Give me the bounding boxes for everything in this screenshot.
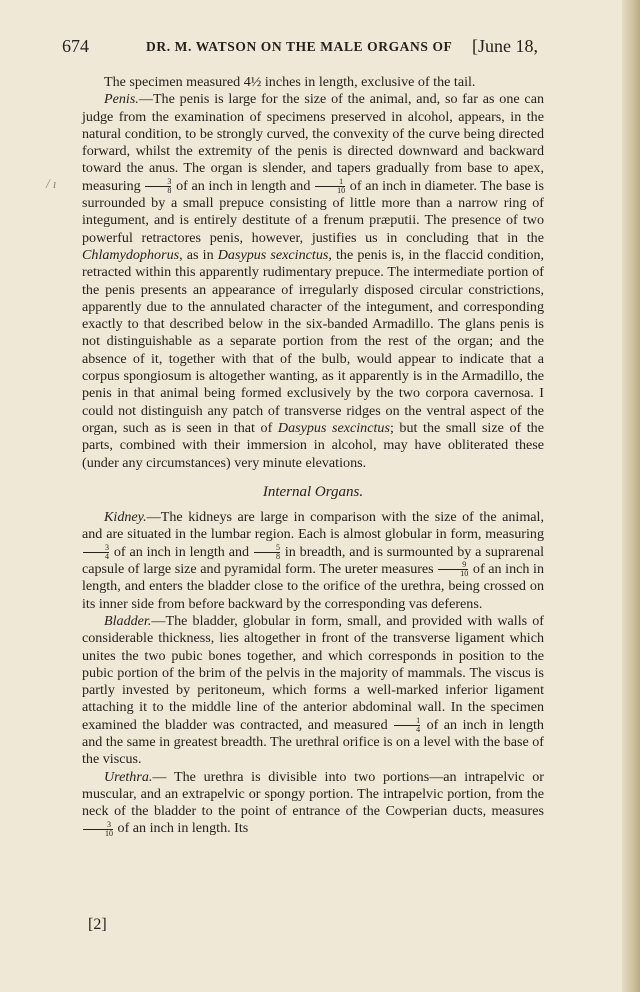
fraction-five-eighths: $\frac{5}{8}$: [254, 544, 280, 561]
fraction-one-fourth: $\frac{1}{4}$: [394, 717, 420, 734]
body-text: [82, 74, 544, 838]
paragraph-specimen: The specimen measured 4½ inches in length, exclusive of the tail.: [104, 74, 476, 90]
fraction-three-eighths: $\frac{3}{8}$: [145, 178, 171, 195]
paragraph-bladder: Bladder.—The bladder, globular in form, small, and provided with walls of considerable thickness, lies altogether in front of the transverse ligament which unites the two pubic bones together, and which corresponds in position to the pubic portion of the brim of the pelvis in the majority of mammals. The viscus is partly invested by peritoneum, which forms a well-marked inferior ligament attaching it to the middle line of the anterior abdominal wall. In the specimen examined the bladder was contracted, and measured $\frac{1}{4}$ of an inch in length and the same in greatest breadth. The urethral orifice is on a level with the base of the viscus.: [82, 612, 544, 768]
header-date: [June 18,: [472, 36, 538, 56]
heading-kidney: Kidney.: [104, 509, 147, 526]
fraction-nine-tenths: $\frac{9}{10}$: [438, 561, 468, 578]
paragraph-penis: Penis.—The penis is large for the size of the animal, and, so far as one can judge from the examination of specimens preserved in alcohol, appears, in the natural condition, to be strongly curved, the convexity of the curve being directed forward, whilst the extremity of the penis is directed downward and backward toward the anus. The organ is slender, and tapers gradually from base to apex, measuring $\frac{3}{8}$ of an inch in length and $\frac{1}{10}$ of an inch in diameter. The base is surrounded by a small prepuce consisting of little more than a narrow ring of integument, and is entirely destitute of a frenum præputii. The presence of two powerful retractores penis, however, justifies us in concluding that in the Chlamydophorus, as in Dasypus sexcinctus, the penis is, in the flaccid condition, retracted within this apparently rudimentary prepuce. The intermediate portion of the penis presents an appearance of irregularly disposed circular constrictions, apparently due to the annulated character of the integument, and corresponding exactly to that described below in the six-banded Armadillo. The glans penis is not distinguishable as a separate portion from the rest of the organ; and the absence of it, together with that of the bulb, would appear to indicate that a corpus spongiosum is altogether wanting, as it apparently is in the Armadillo, the penis in that animal being formed exclusively by the two corpora cavernosa. I could not distinguish any patch of transverse ridges on the ventral aspect of the organ, such as is seen in that of Dasypus sexcinctus; but the small size of the parts, combined with their immersion in alcohol, may have obliterated these (under any circumstances) very minute elevations.: [82, 91, 545, 471]
page-edge: [622, 0, 640, 992]
heading-urethra: Urethra.: [104, 768, 153, 785]
fraction-three-tenths: $\frac{3}{10}$: [83, 821, 113, 838]
running-title: DR. M. WATSON ON THE MALE ORGANS OF: [146, 39, 453, 54]
section-title: Internal Organs.: [262, 483, 364, 500]
paragraph-urethra: Urethra.— The urethra is divisible into two portions—an intrapelvic or muscular, and an extrapelvic or spongy portion. The intrapelvic portion, from the neck of the bladder to the point of entrance of the Cowperian ducts, measures $\frac{3}{10}$ of an inch in length. Its: [82, 768, 544, 838]
margin-mark: / ı: [46, 176, 57, 191]
species-chlamydophorus: Chlamydophorus: [82, 246, 180, 263]
page-number: 674: [62, 36, 89, 56]
species-dasypus: Dasypus sexcinctus: [217, 246, 329, 263]
species-dasypus-2: Dasypus sexcinctus: [277, 419, 390, 436]
signature-mark: [2]: [88, 916, 107, 933]
running-header: [62, 36, 562, 60]
fraction-three-fourths: $\frac{3}{4}$: [83, 544, 109, 561]
heading-penis: Penis.: [104, 91, 139, 108]
paragraph-kidney: Kidney.—The kidneys are large in comparison with the size of the animal, and are situated in the lumbar region. Each is almost globular in form, measuring $\frac{3}{4}$ of an inch in length and $\frac{5}{8}$ in breadth, and is surmounted by a suprarenal capsule of large size and pyramidal form. The ureter measures $\frac{9}{10}$ of an inch in length, and enters the bladder close to the orifice of the urethra, being crossed on its inner side from before backward by the corresponding vas deferens.: [82, 509, 545, 612]
fraction-one-tenth: $\frac{1}{10}$: [315, 178, 345, 195]
heading-bladder: Bladder.: [104, 612, 152, 629]
fraction-four-half: 4½: [243, 74, 262, 90]
